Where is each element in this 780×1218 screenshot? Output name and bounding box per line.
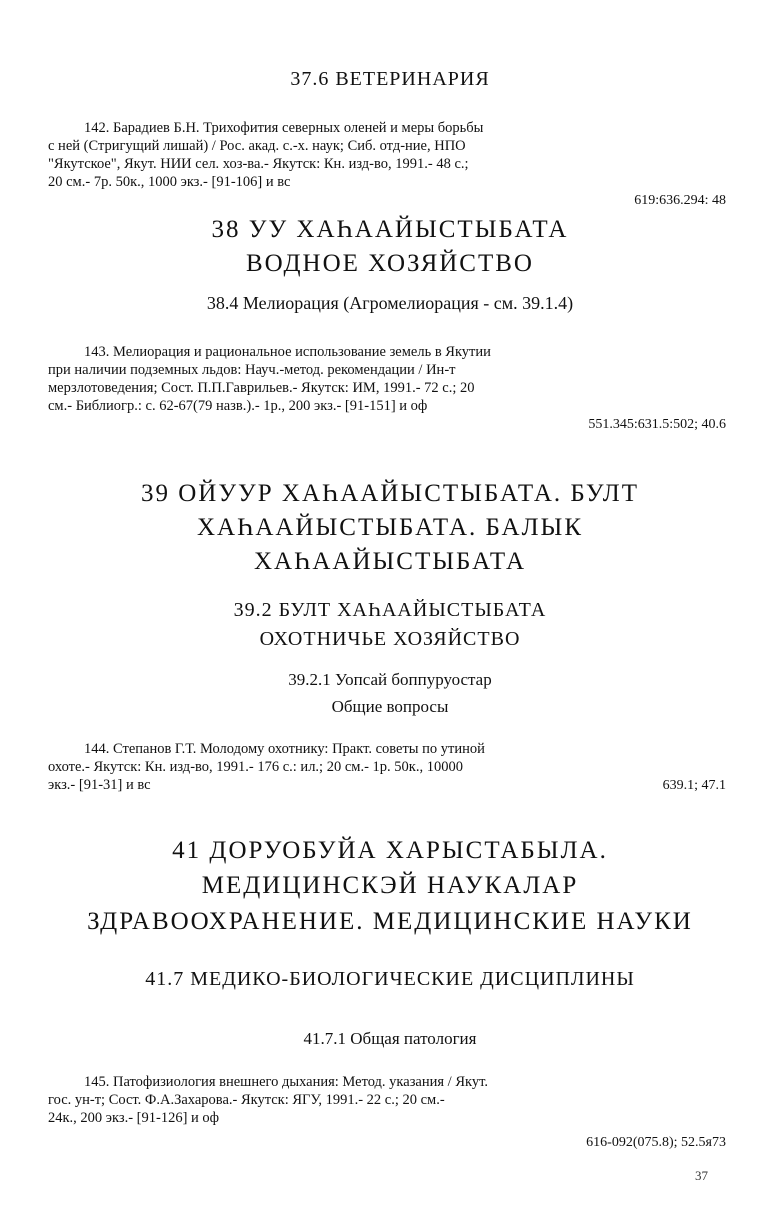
section-heading-39-line3: ХАҺААЙЫСТЫБАТА: [253, 548, 527, 575]
section-heading-37-6: 37.6 ВЕТЕРИНАРИЯ: [290, 68, 490, 90]
entry-line: 24к., 200 экз.- [91-126] и оф: [48, 1110, 220, 1126]
entry-line: экз.- [91-31] и вс: [48, 777, 151, 793]
entry-line: см.- Библиогр.: с. 62-67(79 назв.).- 1р., 200 экз.- [91-151] и оф: [48, 398, 428, 414]
entry-line: 144. Степанов Г.Т. Молодому охотнику: Практ. советы по утиной: [84, 741, 485, 757]
entry-line: охоте.- Якутск: Кн. изд-во, 1991.- 176 с.: ил.; 20 см.- 1р. 50к., 10000: [48, 759, 463, 775]
subsection-heading-39-2-line1: 39.2 БУЛТ ХАҺААЙЫСТЫБАТА: [233, 599, 547, 621]
subsection-heading-39-2-1-line2: Общие вопросы: [331, 697, 449, 716]
classification-code: 616-092(075.8); 52.5я73: [586, 1135, 726, 1150]
classification-code: 619:636.294: 48: [634, 193, 726, 208]
section-heading-41-line1: 41 ДОРУОБУЙА ХАРЫСТАБЫЛА.: [172, 837, 608, 864]
section-heading-41-line2: МЕДИЦИНСКЭЙ НАУКАЛАР: [201, 872, 579, 899]
bibliography-entry-145: [48, 1073, 726, 1127]
section-heading-39-line1: 39 ОЙУУР ХАҺААЙЫСТЫБАТА. БУЛТ: [140, 480, 640, 507]
bibliography-entry-144: [48, 740, 726, 794]
section-heading-38-line1: 38 УУ ХАҺААЙЫСТЫБАТА: [211, 216, 569, 243]
entry-line: 20 см.- 7р. 50к., 1000 экз.- [91-106] и вс: [48, 174, 291, 190]
entry-line: гос. ун-т; Сост. Ф.А.Захарова.- Якутск: ЯГУ, 1991.- 22 с.; 20 см.-: [48, 1092, 445, 1108]
classification-code: 639.1; 47.1: [662, 778, 726, 793]
entry-line: 143. Мелиорация и рациональное использование земель в Якутии: [84, 344, 491, 360]
bibliography-entry-143: [48, 343, 726, 415]
entry-line: 142. Барадиев Б.Н. Трихофития северных оленей и меры борьбы: [84, 120, 484, 136]
subsection-heading-39-2-1-line1: 39.2.1 Уопсай боппуруостар: [288, 670, 492, 689]
entry-line: с ней (Стригущий лишай) / Рос. акад. с.-х. наук; Сиб. отд-ние, НПО: [48, 138, 466, 154]
subsection-heading-38-4: 38.4 Мелиорация (Агромелиорация - см. 39.1.4): [206, 293, 574, 313]
subsection-heading-41-7: 41.7 МЕДИКО-БИОЛОГИЧЕСКИЕ ДИСЦИПЛИНЫ: [145, 968, 635, 990]
section-heading-38-line2: ВОДНОЕ ХОЗЯЙСТВО: [246, 250, 534, 277]
section-heading-39-line2: ХАҺААЙЫСТЫБАТА. БАЛЫК: [196, 514, 584, 541]
bibliography-entry-142: [48, 119, 726, 191]
classification-code: 551.345:631.5:502; 40.6: [588, 417, 726, 432]
entry-line: "Якутское", Якут. НИИ сел. хоз-ва.- Якутск: Кн. изд-во, 1991.- 48 с.;: [48, 156, 469, 172]
page-number: 37: [695, 1168, 708, 1183]
subsection-heading-41-7-1: 41.7.1 Общая патология: [303, 1029, 477, 1048]
entry-line: при наличии подземных льдов: Науч.-метод. рекомендации / Ин-т: [48, 362, 456, 378]
section-heading-41-line3: ЗДРАВООХРАНЕНИЕ. МЕДИЦИНСКИЕ НАУКИ: [87, 908, 693, 935]
entry-line: мерзлотоведения; Сост. П.П.Гаврильев.- Якутск: ИМ, 1991.- 72 с.; 20: [48, 380, 475, 396]
entry-line: 145. Патофизиология внешнего дыхания: Метод. указания / Якут.: [84, 1074, 488, 1090]
subsection-heading-39-2-line2: ОХОТНИЧЬЕ ХОЗЯЙСТВО: [259, 628, 521, 650]
